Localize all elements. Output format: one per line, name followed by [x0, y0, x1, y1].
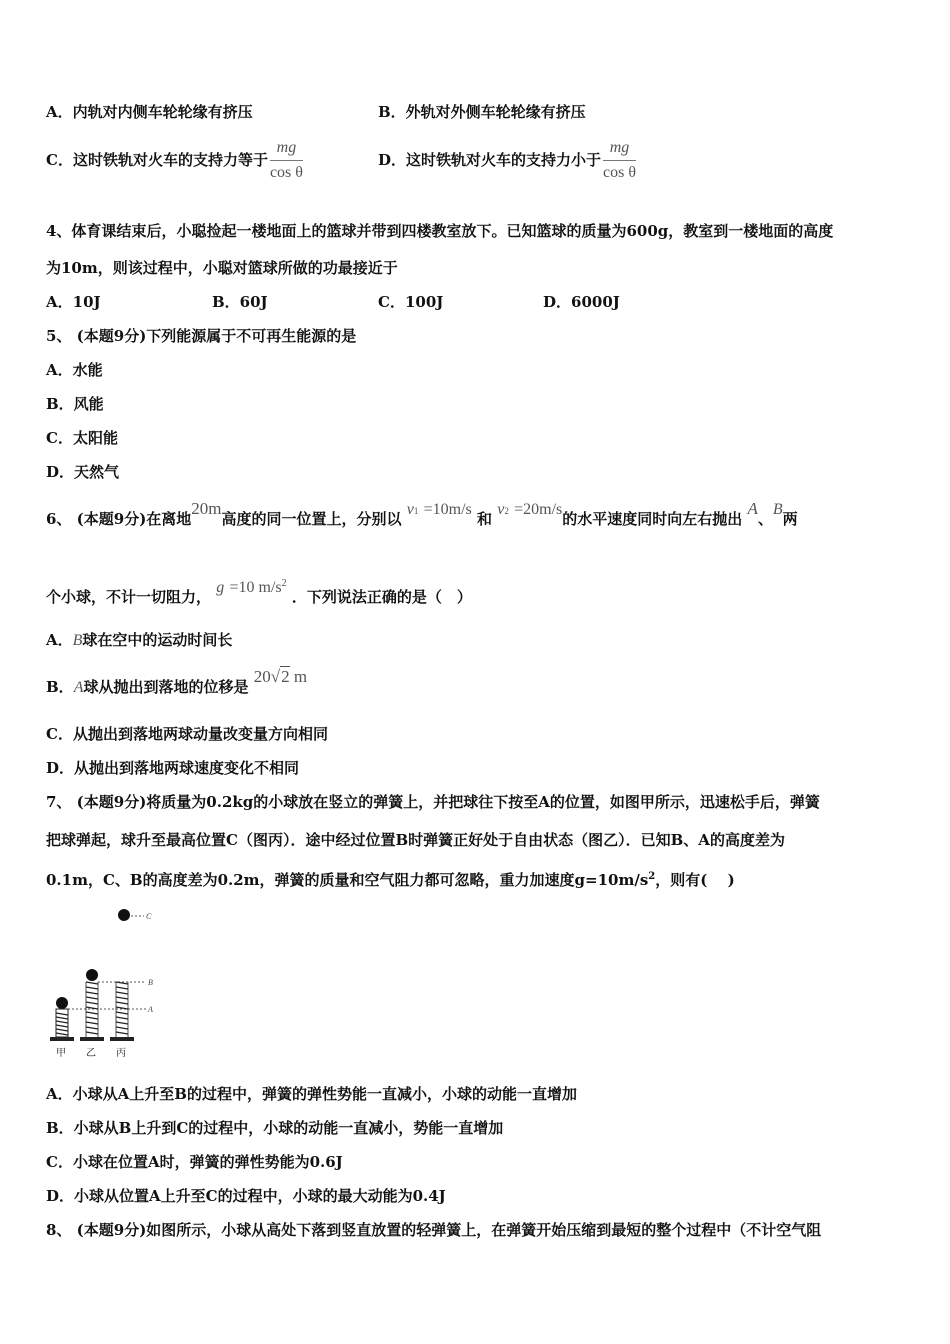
q6-ball-b: B	[772, 501, 783, 518]
q6-v2-symbol: v	[497, 501, 505, 518]
base-bing	[110, 1037, 134, 1041]
q6-ball-a: A	[747, 499, 758, 518]
q6-stem-line2	[46, 578, 472, 608]
fraction-numerator: mg	[270, 138, 303, 161]
q7-option-b: B．小球从B上升到C的过程中，小球的动能一直减小，势能一直增加	[46, 1119, 504, 1137]
q6-option-a-text: 球在空中的运动时间长	[82, 631, 233, 649]
q4-stem-line2: 为10m，则该过程中，小聪对篮球所做的功最接近于	[46, 259, 398, 277]
spring-jia-coils	[56, 1013, 68, 1035]
ball-at-c	[118, 909, 130, 921]
ball-at-a	[56, 997, 68, 1009]
q5-option-c: C．太阳能	[46, 429, 118, 447]
q6-text-1: 6、 (本题9分)在离地	[46, 510, 192, 528]
ball-at-b	[86, 969, 98, 981]
point-label-a: A	[148, 1005, 153, 1014]
q3-option-c-fraction	[270, 138, 303, 183]
q6-option-b-root: 2	[281, 667, 290, 686]
q7-stem-line1: 7、 (本题9分)将质量为0.2kg的小球放在竖立的弹簧上，并把球往下按至A的位置，如图甲所示，迅速松手后，弹簧	[46, 793, 820, 811]
q6-v1-sub: 1	[413, 506, 419, 516]
q6-v2-value: =20m/s	[514, 501, 563, 518]
q6-option-b-unit: m	[289, 667, 308, 686]
q4-option-c: C．100J	[378, 293, 444, 311]
q3-option-a: A．内轨对内侧车轮轮缘有挤压	[46, 103, 253, 121]
q6-line2-text-a: 个小球，不计一切阻力，	[46, 588, 212, 606]
q6-option-a-label: A．	[46, 631, 73, 649]
q7-option-c: C．小球在位置A时，弹簧的弹性势能为0.6J	[46, 1153, 343, 1171]
fraction-denominator: cos θ	[603, 163, 637, 181]
q5-option-a: A．水能	[46, 361, 103, 379]
q6-and: 和	[477, 510, 493, 528]
q6-v1-value: =10m/s	[423, 501, 472, 518]
q6-text-2: 高度的同一位置上，分别以	[221, 510, 402, 528]
q4-option-b: B．60J	[212, 293, 268, 311]
q6-option-b-value: 20√2 m	[253, 667, 308, 686]
fraction-denominator: cos θ	[269, 163, 303, 181]
q6-g-symbol: g	[216, 579, 225, 596]
q7-line3-text-b: ，则有( )	[655, 871, 735, 889]
q6-option-b-label: B．	[46, 678, 74, 696]
q7-stem-line2: 把球弹起，球升至最高位置C（图丙）．途中经过位置B时弹簧正好处于自由状态（图乙）．已知B、A的高度差为	[46, 831, 785, 849]
point-label-b: B	[148, 978, 153, 987]
q3-option-c	[46, 138, 305, 182]
q6-line2-text-b: ．下列说法正确的是（ ）	[291, 588, 472, 606]
q6-option-b-var: A	[73, 679, 84, 696]
fraction-numerator: mg	[603, 138, 636, 161]
base-jia	[50, 1037, 74, 1041]
q6-option-b	[46, 667, 308, 698]
q6-text-3: 的水平速度同时向左右抛出	[562, 510, 743, 528]
q5-option-d: D．天然气	[46, 463, 120, 481]
q6-sep: 、	[757, 510, 773, 528]
q4-option-d: D．6000J	[543, 293, 620, 311]
q3-option-d-text: D．这时铁轨对火车的支持力小于	[378, 151, 602, 169]
q3-option-c-text: C．这时铁轨对火车的支持力等于	[46, 151, 268, 169]
q6-option-a-var: B	[72, 632, 83, 649]
q8-stem-line1: 8、 (本题9分)如图所示，小球从高处下落到竖直放置的轻弹簧上，在弹簧开始压缩到最短的整个过程中（不计空气阻	[46, 1221, 822, 1239]
q3-option-d-fraction	[603, 138, 636, 183]
spring-yi	[86, 982, 98, 1034]
base-yi	[80, 1037, 104, 1041]
figure-label-yi: 乙	[86, 1048, 96, 1059]
figure-label-bing: 丙	[116, 1048, 126, 1059]
q6-height: 20m	[191, 499, 222, 518]
q7-stem-line3	[46, 867, 735, 890]
q7-option-a: A．小球从A上升至B的过程中，弹簧的弹性势能一直减小，小球的动能一直增加	[46, 1085, 577, 1103]
q6-v2-sub: 2	[504, 506, 509, 516]
q6-text-4: 两	[782, 510, 798, 528]
figure-label-jia: 甲	[56, 1048, 66, 1059]
q3-option-b: B．外轨对外侧车轮轮缘有挤压	[378, 103, 586, 121]
q7-spring-figure	[46, 896, 166, 1062]
q6-option-b-text: 球从抛出到落地的位移是	[83, 678, 249, 696]
q4-option-a: A．10J	[46, 293, 101, 311]
q5-stem: 5、 (本题9分)下列能源属于不可再生能源的是	[46, 327, 357, 345]
q6-g-sup: 2	[281, 578, 287, 589]
q6-v1-symbol: v	[406, 501, 414, 518]
q3-option-d	[378, 138, 638, 182]
q7-line3-sup: 2	[648, 871, 656, 882]
q6-v2	[497, 500, 562, 518]
q5-option-b: B．风能	[46, 395, 104, 413]
q6-option-b-coef: 20	[253, 667, 271, 686]
q4-stem-line1: 4、体育课结束后，小聪捡起一楼地面上的篮球并带到四楼教室放下。已知篮球的质量为600g，教室到一楼地面的高度	[46, 222, 834, 240]
q7-option-d: D．小球从位置A上升至C的过程中，小球的最大动能为0.4J	[46, 1187, 446, 1205]
q6-gravity	[216, 578, 286, 596]
q6-option-d: D．从抛出到落地两球速度变化不相同	[46, 759, 300, 777]
q6-stem-line1	[46, 499, 798, 531]
q6-v1	[407, 500, 472, 518]
point-label-c: C	[146, 912, 152, 921]
q6-option-a	[46, 630, 232, 651]
q7-line3-text-a: 0.1m，C、B的高度差为0.2m，弹簧的质量和空气阻力都可忽略，重力加速度g=10m/s	[46, 871, 649, 889]
spring-bing	[116, 982, 128, 1034]
q6-g-value: =10 m/s	[229, 579, 282, 596]
q6-option-c: C．从抛出到落地两球动量改变量方向相同	[46, 725, 328, 743]
